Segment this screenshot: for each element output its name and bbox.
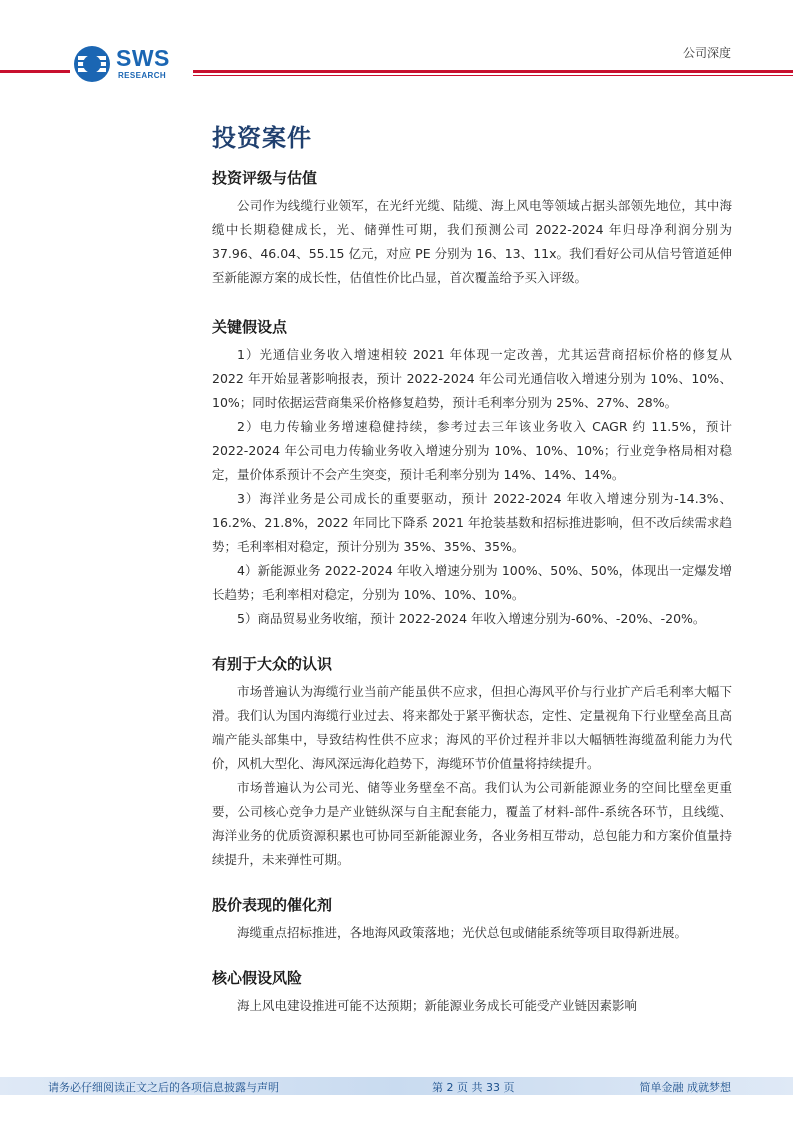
main-content bbox=[212, 118, 732, 1040]
paragraph: 海缆重点招标推进，各地海风政策落地；光伏总包或储能系统等项目取得新进展。 bbox=[237, 925, 688, 940]
section-rating-valuation bbox=[212, 167, 732, 290]
sws-logo-icon bbox=[72, 44, 112, 84]
header-rule-left bbox=[0, 70, 70, 73]
footer-disclaimer: 请务必仔细阅读正文之后的各项信息披露与声明 bbox=[48, 1081, 279, 1094]
section-key-assumptions bbox=[212, 316, 732, 631]
section-heading: 股价表现的催化剂 bbox=[212, 896, 333, 914]
section-heading: 投资评级与估值 bbox=[212, 169, 318, 187]
page-title: 投资案件 bbox=[212, 124, 312, 152]
logo-text: SWS bbox=[116, 45, 170, 71]
paragraph: 4）新能源业务 2022-2024 年收入增速分别为 100%、50%、50%，体现出一定爆发增长趋势；毛利率相对稳定，分别为 10%、10%、10%。 bbox=[212, 563, 732, 602]
section-risks bbox=[212, 967, 732, 1018]
header-rule-right bbox=[193, 70, 793, 73]
report-type-label: 公司深度 bbox=[682, 46, 731, 60]
paragraph: 3）海洋业务是公司成长的重要驱动，预计 2022-2024 年收入增速分别为-14.3%、16.2%、21.8%，2022 年同比下降系 2021 年抢装基数和招标推进影响，但不改后续需求趋势；毛利率相对稳定，预计分别为 35%、35%、35%。 bbox=[212, 491, 732, 554]
section-different-view bbox=[212, 653, 732, 872]
header-rule-thin bbox=[193, 75, 793, 76]
logo-subtext: RESEARCH bbox=[118, 71, 167, 80]
sws-logo bbox=[72, 44, 182, 84]
footer-slogan: 简单金融 成就梦想 bbox=[639, 1081, 731, 1094]
paragraph: 市场普遍认为海缆行业当前产能虽供不应求，但担心海风平价与行业扩产后毛利率大幅下滑。我们认为国内海缆行业过去、将来都处于紧平衡状态，定性、定量视角下行业壁垒高且高端产能头部集中，导致结构性供不应求；海风的平价过程并非以大幅牺牲海缆盈利能力为代价，风机大型化、海风深远海化趋势下，海缆环节价值量将持续提升。 bbox=[212, 684, 732, 771]
page-header bbox=[0, 0, 793, 90]
section-catalysts bbox=[212, 894, 732, 945]
paragraph: 2）电力传输业务增速稳健持续，参考过去三年该业务收入 CAGR 约 11.5%，预计 2022-2024 年公司电力传输业务收入增速分别为 10%、10%、10%；行业竞争格局相对稳定，量价体系预计不会产生突变，预计毛利率分别为 14%、14%、14%。 bbox=[212, 419, 732, 482]
page-number: 第 2 页 共 33 页 bbox=[432, 1081, 515, 1094]
paragraph: 5）商品贸易业务收缩，预计 2022-2024 年收入增速分别为-60%、-20%、-20%。 bbox=[237, 611, 706, 626]
section-heading: 关键假设点 bbox=[212, 318, 288, 336]
section-heading: 核心假设风险 bbox=[212, 969, 303, 987]
paragraph: 1）光通信业务收入增速相较 2021 年体现一定改善，尤其运营商招标价格的修复从 2022 年开始显著影响报表，预计 2022-2024 年公司光通信收入增速分别为 10%、10%、10%；同时依据运营商集采价格修复趋势，预计毛利率分别为 25%、27%、28%。 bbox=[212, 347, 732, 410]
paragraph: 公司作为线缆行业领军，在光纤光缆、陆缆、海上风电等领域占据头部领先地位，其中海缆中长期稳健成长，光、储弹性可期，我们预测公司 2022-2024 年归母净利润分别为 37.96、46.04、55.15 亿元，对应 PE 分别为 16、13、11x。我们看好公司从信号管道延伸至新能源方案的成长性，估值性价比凸显，首次覆盖给予买入评级。 bbox=[212, 198, 732, 285]
paragraph: 市场普遍认为公司光、储等业务壁垒不高。我们认为公司新能源业务的空间比壁垒更重要，公司核心竞争力是产业链纵深与自主配套能力，覆盖了材料-部件-系统各环节，且线缆、海洋业务的优质资源积累也可协同至新能源业务，各业务相互带动，总包能力和方案价值量持续提升，未来弹性可期。 bbox=[212, 780, 732, 867]
section-heading: 有别于大众的认识 bbox=[212, 655, 333, 673]
paragraph: 海上风电建设推进可能不达预期；新能源业务成长可能受产业链因素影响 bbox=[237, 998, 638, 1013]
